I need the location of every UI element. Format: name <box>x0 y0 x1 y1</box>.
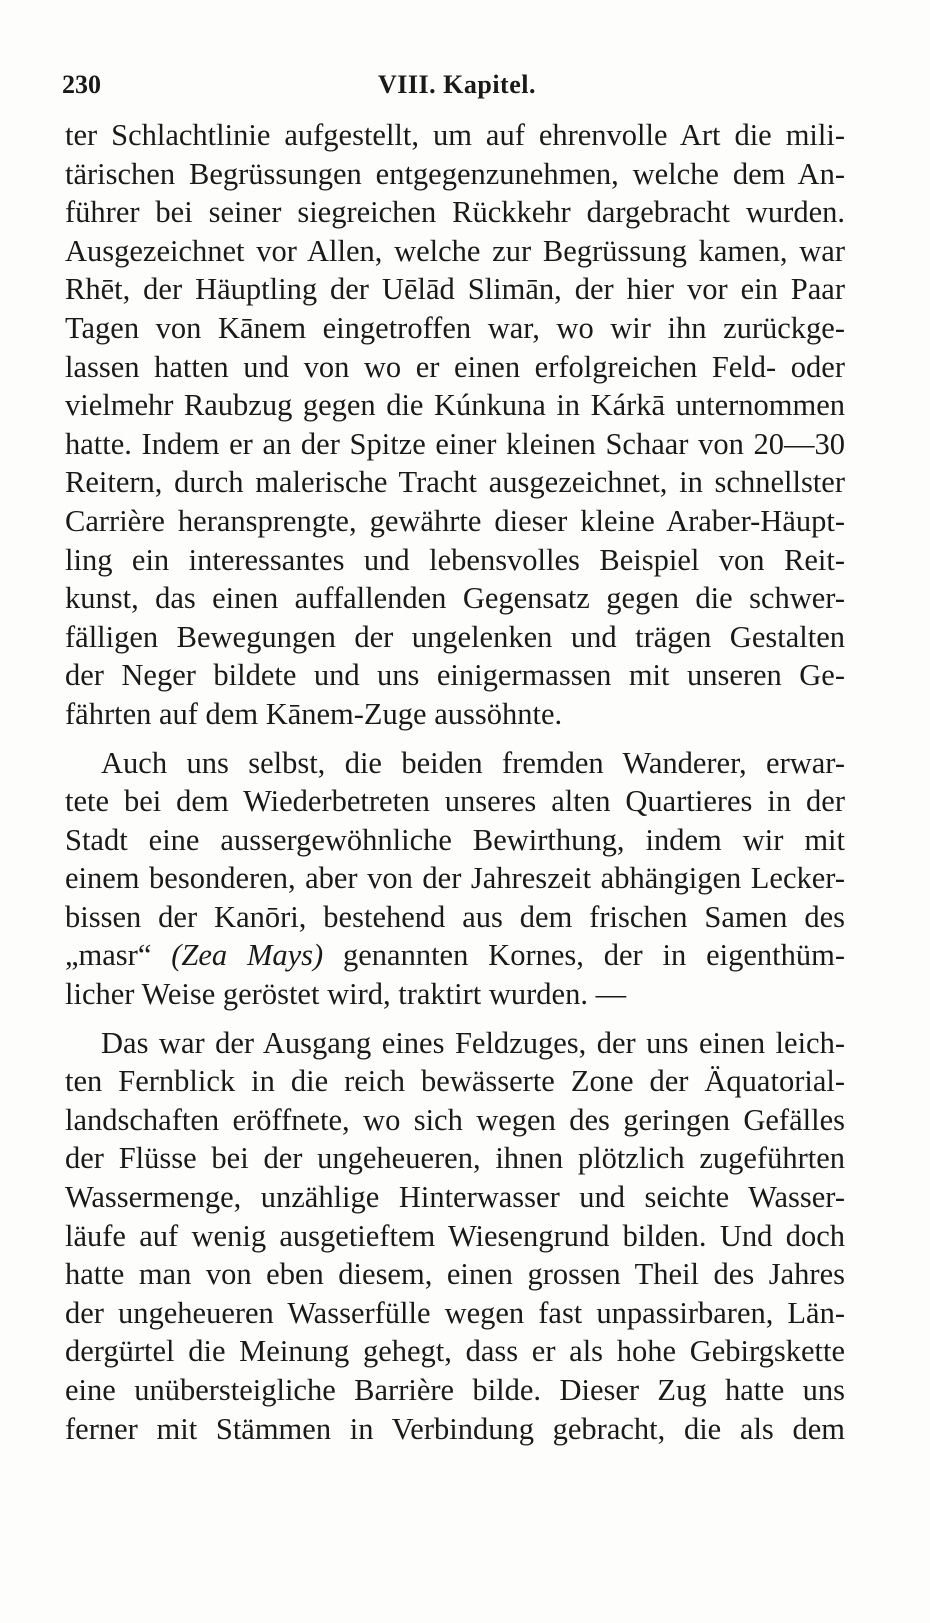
text-line: eine unübersteigliche Barrière bilde. Dieser Zug hatte uns <box>65 1373 845 1407</box>
text-line: läufe auf wenig ausgetieftem Wiesengrund bilden. Und doch <box>65 1218 845 1253</box>
text-line: führer bei seiner siegreichen Rückkehr dargebracht wurden. <box>65 195 845 230</box>
text-line: „masr“ (Zea Mays) genannten Kornes, der in eigenthüm- <box>65 938 845 973</box>
text-line: Tagen von Kānem eingetroffen war, wo wir ihn zurückge- <box>65 310 845 345</box>
text-line: Reitern, durch malerische Tracht ausgezeichnet, in schnellster <box>65 465 845 500</box>
text-line: bissen der Kanōri, bestehend aus dem frischen Samen des <box>65 899 845 934</box>
text-line: Stadt eine aussergewöhnliche Bewirthung, indem wir mit <box>65 822 845 857</box>
text-line: ling ein interessantes und lebensvolles Beispiel von Reit- <box>65 542 845 577</box>
body-text <box>65 116 845 1448</box>
text-line: einem besonderen, aber von der Jahreszeit abhängigen Lecker- <box>65 861 845 896</box>
text-line: Carrière heransprengte, gewährte dieser kleine Araber-Häupt- <box>65 503 845 538</box>
paragraph <box>65 744 845 1014</box>
text-line: landschaften eröffnete, wo sich wegen des geringen Gefälles <box>65 1102 845 1137</box>
page-header <box>62 70 852 106</box>
text-line: hatte. Indem er an der Spitze einer kleinen Schaar von 20—30 <box>65 426 845 461</box>
text-line: Wassermenge, unzählige Hinterwasser und seichte Wasser- <box>65 1180 845 1215</box>
text-line: hatte man von eben diesem, einen grossen Theil des Jahres <box>65 1257 845 1292</box>
text-line: ter Schlachtlinie aufgestellt, um auf ehrenvolle Art die mili- <box>65 118 845 152</box>
text-line: Ausgezeichnet vor Allen, welche zur Begrüssung kamen, war <box>65 233 845 268</box>
text-line: Auch uns selbst, die beiden fremden Wanderer, erwar- <box>101 745 845 780</box>
text-line: Rhēt, der Häuptling der Uēlād Slimān, der hier vor ein Paar <box>65 272 845 307</box>
text-line: lassen hatten und von wo er einen erfolgreichen Feld- oder <box>65 349 845 384</box>
paragraph <box>65 1024 845 1449</box>
paragraph <box>65 116 845 734</box>
page-number: 230 <box>62 70 101 99</box>
text-line: kunst, das einen auffallenden Gegensatz gegen die schwer- <box>65 581 845 616</box>
species-name: (Zea Mays) <box>171 938 324 973</box>
text-line: ten Fernblick in die reich bewässerte Zone der Äquatorial- <box>65 1064 845 1099</box>
text-line: ferner mit Stämmen in Verbindung gebracht, die als dem <box>65 1411 845 1446</box>
text-line: tete bei dem Wiederbetreten unseres alten Quartieres in der <box>65 784 845 819</box>
text-line: tärischen Begrüssungen entgegenzunehmen, welche dem An- <box>65 156 845 191</box>
text-line: fährten auf dem Kānem-Zuge aussöhnte. <box>65 696 563 731</box>
text-line: dergürtel die Meinung gehegt, dass er als hohe Gebirgskette <box>65 1334 845 1369</box>
text-line: fälligen Bewegungen der ungelenken und trägen Gestalten <box>65 619 845 654</box>
text-line: der Neger bildete und uns einigermassen mit unseren Ge- <box>65 658 845 693</box>
running-head: VIII. Kapitel. <box>378 70 536 99</box>
text-line: vielmehr Raubzug gegen die Kúnkuna in Kárkā unternommen <box>65 388 845 423</box>
text-line: licher Weise geröstet wird, traktirt wurden. — <box>65 977 627 1012</box>
text-line: der ungeheueren Wasserfülle wegen fast unpassirbaren, Län- <box>65 1295 845 1330</box>
text-line: Das war der Ausgang eines Feldzuges, der uns einen leich- <box>101 1025 845 1060</box>
text-line: der Flüsse bei der ungeheueren, ihnen plötzlich zugeführten <box>65 1141 845 1176</box>
